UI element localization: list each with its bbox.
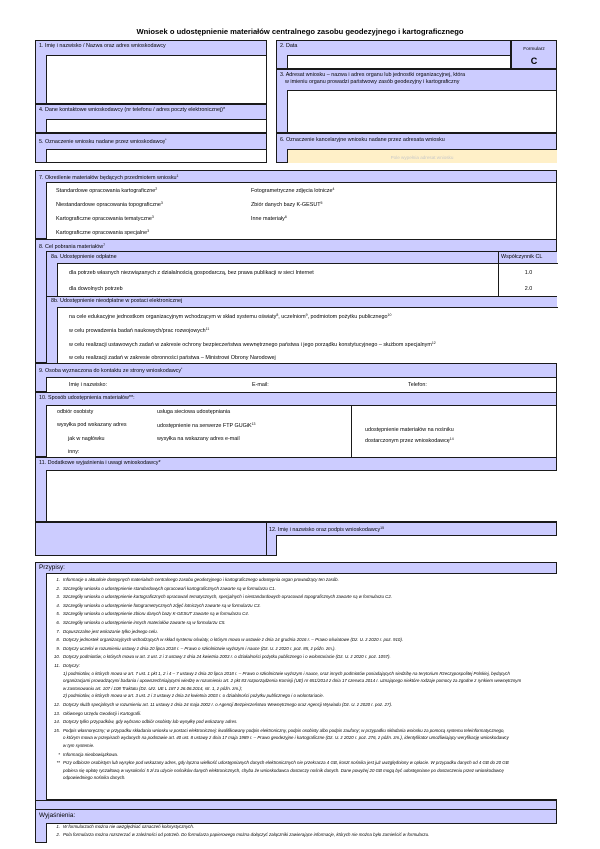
footnote-number: 2. bbox=[56, 585, 60, 591]
section-10-label: 10. Sposób udostępnienia materiałów**: bbox=[39, 395, 135, 401]
delivery-option[interactable]: wysyłka pod wskazany adres bbox=[57, 422, 127, 428]
footnote-text: Informacja nieobowiązkowa. bbox=[63, 751, 119, 757]
footnote-number: 9. bbox=[56, 645, 60, 651]
option-label: Niestandardowe opracowania topograficzne bbox=[56, 202, 161, 208]
contact-email-label[interactable]: E-mail: bbox=[252, 382, 269, 388]
option-label: Inne materiały bbox=[251, 216, 285, 222]
footnote-number: 1. bbox=[56, 577, 60, 582]
footnote-ref: 1 bbox=[176, 174, 179, 178]
applicant-name-field[interactable] bbox=[46, 55, 267, 104]
option-label: , uczelniom bbox=[278, 314, 306, 320]
delivery-option[interactable] bbox=[157, 436, 240, 442]
delivery-option[interactable]: odbiór osobisty bbox=[57, 409, 94, 415]
footnote-item bbox=[50, 719, 238, 725]
footnote-text: w zastosowaniu art. 107 i 108 Traktatu (Dz. Urz. UE L 187 z 26.06.2014, str. 1, z późn. zm.); bbox=[63, 685, 243, 691]
delivery-options bbox=[46, 405, 557, 457]
applicant-reference-field[interactable] bbox=[46, 149, 267, 163]
footnote-text: Dotyczy służb specjalnych w rozumieniu art. 11 ustawy z dnia 24 maja 2002 r. o Agencji Bezpieczeństwa Wewnętrznego oraz Agencji Wywiadu (Dz. U. z 2020 r. poz. 27). bbox=[63, 702, 393, 707]
footnote-ref: 12 bbox=[431, 341, 436, 345]
free-option[interactable] bbox=[69, 341, 436, 348]
footnote-item bbox=[50, 663, 80, 669]
section-3-label-line1: 3. Adresat wniosku – nazwa i adres organu lub jednostki organizacyjnej, która bbox=[280, 72, 466, 78]
materials-list bbox=[46, 182, 557, 239]
footnote-text: Głównego Urzędu Geodezji i Kartografii. bbox=[63, 710, 142, 716]
option-label: Kartograficzne opracowania specjalne bbox=[56, 230, 148, 236]
material-option[interactable] bbox=[56, 201, 163, 208]
free-options bbox=[57, 307, 558, 364]
footnote-ref: 7 bbox=[103, 243, 106, 247]
footnote-ref: 10 bbox=[387, 313, 392, 317]
paid-options bbox=[57, 263, 499, 298]
coefficient-value: 1.0 bbox=[524, 270, 533, 276]
footnote-number: 14. bbox=[53, 719, 60, 725]
divider bbox=[36, 800, 557, 801]
option-label: usługa sieciowa udostępniania bbox=[157, 409, 231, 415]
footnote-text: w tym systemie. bbox=[63, 743, 95, 748]
footnote-ref: 11 bbox=[205, 327, 210, 331]
footnote-number: ** bbox=[56, 760, 60, 766]
section-10 bbox=[35, 392, 557, 457]
option-label: dostarczonym przez wnioskodawcę bbox=[365, 438, 450, 444]
footnote-number: 13. bbox=[53, 710, 60, 716]
section-2 bbox=[276, 40, 511, 69]
footnotes-title: Przypisy: bbox=[39, 564, 65, 571]
footnote-item bbox=[50, 629, 158, 635]
footnote-text: Dotyczy tylko przypadków, gdy wybrano odbiór osobisty lub wysyłkę pod wskazany adres. bbox=[63, 719, 238, 725]
footnote-ref: 9 bbox=[305, 313, 308, 317]
footnote-number: 15. bbox=[53, 727, 60, 733]
footnote-item bbox=[50, 603, 261, 609]
footnote-text: organizacjami prowadzącymi badania i upowszechniającymi wiedzę w rozumieniu art. 2 pkt 83 rozporządzenia Komisji (UE) nr 651/2014 z dnia 17 czerwca 2014 r. uznającego niektóre rodzaje pomocy za zgodne z rynkiem wewnętrznym bbox=[63, 678, 522, 684]
material-option[interactable] bbox=[56, 215, 154, 222]
free-option[interactable] bbox=[69, 313, 391, 320]
footnote-number: 10. bbox=[53, 654, 60, 660]
footnote-ref: 14 bbox=[449, 437, 454, 441]
footnote-ref: 3 bbox=[160, 201, 163, 205]
section-8a bbox=[46, 251, 557, 297]
section-11-label: 11. Dodatkowe wyjaśnienia i uwagi wnioskodawcy* bbox=[39, 460, 161, 466]
section-9-label-text: 9. Osoba wyznaczona do kontaktu ze strony wnioskodawcy bbox=[39, 368, 182, 374]
footnote-item bbox=[50, 586, 276, 592]
explanations-title: Wyjaśnienia: bbox=[39, 812, 76, 819]
option-label: Fotogrametryczne zdjęcia lotnicze bbox=[251, 188, 333, 194]
footnote-text: Informacje o aktualnie dostępnych materiałach centralnego zasobu geodezyjnego i kartograficznego udostępnia organ prowadzący ten zasób. bbox=[63, 577, 339, 582]
section-9-label bbox=[39, 366, 182, 375]
delivery-option-media[interactable] bbox=[365, 426, 454, 446]
free-option[interactable] bbox=[69, 327, 209, 334]
footnote-item bbox=[50, 637, 403, 643]
footnote-text: Przy odbiorze osobistym lub wysyłce pod wskazany adres, gdy łączna wielkość udostępnianych danych elektronicznych nie przekracza 4 GB, koszt nośnika jest już uwzględniony w opłacie. W przypadku danych od 4 GB do 20 GB bbox=[63, 760, 509, 766]
footnote-number: 3. bbox=[56, 594, 60, 600]
option-label: wysyłka na wskazany adres e-mail bbox=[157, 436, 240, 442]
section-1-label: 1. Imię i nazwisko / Nazwa oraz adres wnioskodawcy bbox=[39, 43, 166, 49]
material-option[interactable] bbox=[251, 201, 322, 208]
footnote-ref: 8 bbox=[276, 313, 279, 317]
form-code-box bbox=[511, 40, 557, 69]
footnote-ref: * bbox=[181, 367, 183, 371]
footnote-number: 12. bbox=[53, 702, 60, 707]
footnote-item bbox=[50, 577, 339, 583]
footnote-item bbox=[63, 735, 509, 741]
footnote-text: Szczegóły wniosku o udostępnienie innych materiałów zawarte są w formularzu C5. bbox=[63, 620, 226, 625]
delivery-suboption[interactable]: inny: bbox=[68, 449, 80, 455]
footnote-text: pobiera się opłatę ryczałtową w wysokości 5 zł za użycie nośników danych elektronicznych, chyba że wnioskodawca dostarczy nośnik danych. Dane powyżej 20 GB mogą być udostępniane po dostarczeniu przez wnioskodawcę bbox=[63, 767, 504, 773]
delivery-option[interactable] bbox=[157, 422, 256, 429]
section-8-label bbox=[39, 242, 105, 251]
section-11 bbox=[35, 457, 557, 522]
coefficient-value: 2.0 bbox=[524, 286, 533, 292]
footnote-text: Szczegóły wniosku o udostępnienie zbioru danych bazy K-GESUT zawarte są w formularzu C4. bbox=[63, 611, 249, 617]
section-6-label: 6. Oznaczenie kancelaryjne wniosku nadane przez adresata wniosku bbox=[280, 137, 445, 143]
footnote-item bbox=[50, 728, 505, 734]
section-7-label bbox=[39, 173, 178, 182]
footnote-number: 5. bbox=[56, 611, 60, 617]
footnote-text: Szczegóły wniosku o udostępnienie kartograficznych opracowań tematycznych, specjalnych i niestandardowych opracowań topograficznych zawarte są w formularzu C2. bbox=[63, 594, 392, 600]
footnote-item bbox=[50, 611, 249, 617]
footnote-item bbox=[63, 768, 504, 774]
footnote-number: 4. bbox=[56, 602, 60, 608]
footnote-number: 8. bbox=[56, 637, 60, 643]
footnote-text: odpowiedniego nośnika danych. bbox=[63, 775, 126, 781]
section-2-label: 2. Data bbox=[280, 43, 298, 49]
section-5-label-text: 5. Oznaczenie wniosku nadane przez wnioskodawcę bbox=[39, 139, 166, 145]
option-label: udostępnienie materiałów na nośniku bbox=[365, 427, 454, 433]
footnote-text: o którym mowa w przepisach wydanych na podstawie art. 40 ust. 8 ustawy z dnia 17 maja 1989 r. – Prawo geodezyjne i kartograficzne (Dz. U. z 2020 r. poz. 276, z późn. zm.), identyfikator umożliwiający weryfikację wnioskodawcy bbox=[63, 735, 509, 741]
option-label: udostępnienie na serwerze FTP GUGiK bbox=[157, 423, 252, 429]
footnote-text: Dotyczy podmiotów, o których mowa w art. 3 ust. 2 i 3 ustawy z dnia 24 kwietnia 2003 r. o działalności pożytku publicznego i o wolontariacie (Dz. U. z 2020 r. poz. 1057). bbox=[63, 654, 391, 660]
paid-option[interactable]: dla dowolnych potrzeb bbox=[69, 286, 123, 292]
footnote-number: * bbox=[58, 751, 60, 757]
footnote-item bbox=[63, 686, 242, 692]
section-9 bbox=[35, 363, 557, 392]
footnote-text: 2) podmiotów, o których mowa w art. 3 ust. 2 i 3 ustawy z dnia 24 kwietnia 2003 r. o działalności pożytku publicznego i o wolontariacie. bbox=[63, 693, 324, 699]
footnote-ref: * bbox=[165, 138, 167, 142]
footnote-item bbox=[50, 594, 392, 600]
option-label: w celu realizacji ustawowych zadań w zakresie ochrony bezpieczeństwa wewnętrznego państwa i jego porządku konstytucyjnego – służbom specjalnym bbox=[69, 342, 432, 348]
option-label: w celu realizacji zadań w zakresie obronności państwa – Ministrowi Obrony Narodowej bbox=[69, 355, 276, 361]
footnote-item bbox=[50, 752, 118, 758]
form-code-label: Formularz bbox=[523, 47, 545, 52]
section-1 bbox=[35, 40, 267, 104]
section-8b bbox=[46, 296, 557, 363]
section-4 bbox=[35, 104, 267, 133]
date-field[interactable] bbox=[287, 55, 511, 69]
item-text: W formularzach można nie uwzględniać oznaczeń kolorystycznych. bbox=[63, 824, 195, 829]
section-6 bbox=[276, 133, 557, 163]
section-3 bbox=[276, 69, 557, 133]
footnote-text: Dotyczy uczelni w rozumieniu ustawy z dnia 20 lipca 2018 r. – Prawo o szkolnictwie wyższym i nauce (Dz. U. z 2020 r. poz. 85, z późn. zm.). bbox=[63, 645, 336, 651]
divider bbox=[266, 523, 267, 556]
contact-name-label[interactable]: Imię i nazwisko: bbox=[69, 382, 108, 388]
office-reference-field[interactable] bbox=[287, 149, 557, 163]
material-option[interactable] bbox=[56, 187, 157, 194]
material-option[interactable] bbox=[56, 229, 149, 236]
footnote-text: Dopuszczalne jest wskazanie tylko jednego celu. bbox=[63, 628, 158, 634]
option-label: Standardowe opracowania kartograficzne bbox=[56, 188, 156, 194]
footnote-item bbox=[50, 646, 336, 652]
footnote-ref: 5 bbox=[320, 201, 323, 205]
contact-phone-label[interactable]: Telefon: bbox=[408, 382, 427, 388]
divider bbox=[351, 406, 352, 458]
form-title: Wniosek o udostępnienie materiałów centralnego zasobu geodezyjnego i kartograficznego bbox=[136, 27, 464, 36]
footnote-item bbox=[63, 693, 324, 699]
item-number: 2. bbox=[56, 832, 60, 837]
option-label: Kartograficzne opracowania tematyczne bbox=[56, 216, 152, 222]
material-option[interactable] bbox=[251, 187, 334, 194]
footnote-item bbox=[63, 775, 126, 781]
option-label: Zbiór danych bazy K-GESUT bbox=[251, 202, 321, 208]
contact-person-fields bbox=[46, 377, 557, 392]
section-8-label-text: 8. Cel pobrania materiałów bbox=[39, 244, 104, 250]
coefficient-column bbox=[499, 263, 558, 298]
section-8b-label: 8b. Udostępnienie nieodpłatne w postaci elektronicznej bbox=[51, 298, 183, 304]
section-12-label bbox=[269, 525, 384, 534]
option-label: w celu prowadzenia badań naukowych/prac rozwojowych bbox=[69, 328, 206, 334]
item-text: Pola formularza można rozszerzać w zależności od potrzeb. Do formularza papierowego można dołączyć załączniki zawierające informacje, których nie można było zamieścić w formularzu. bbox=[63, 832, 430, 837]
section-3-label-line2: w imieniu organu prowadzi państwowy zasób geodezyjny i kartograficzny bbox=[285, 79, 460, 85]
footnote-ref: 3 bbox=[147, 229, 150, 233]
form-code-value: C bbox=[530, 56, 538, 66]
section-12-label-text: 12. Imię i nazwisko oraz podpis wnioskodawcy bbox=[269, 527, 381, 533]
option-label: na cele edukacyjne jednostkom organizacyjnym wchodzącym w skład systemu oświaty bbox=[69, 314, 277, 320]
item-number: 1. bbox=[56, 824, 60, 829]
footnote-ref: 2 bbox=[155, 187, 158, 191]
footnote-item bbox=[50, 702, 392, 708]
option-label: , podmiotom pożytku publicznego bbox=[307, 314, 388, 320]
delivery-option[interactable] bbox=[157, 409, 230, 415]
footnote-ref: 13 bbox=[251, 422, 256, 426]
footnote-item bbox=[63, 743, 94, 749]
footnote-ref: 4 bbox=[332, 187, 335, 191]
section-5-label bbox=[39, 137, 167, 146]
section-8 bbox=[35, 239, 557, 363]
section-4-label: 4. Dane kontaktowe wnioskodawcy (nr telefonu / adres poczty elektronicznej)* bbox=[39, 107, 226, 113]
contact-data-field[interactable] bbox=[46, 119, 267, 133]
footnote-item bbox=[63, 678, 521, 684]
footnote-ref: 6 bbox=[284, 215, 287, 219]
delivery-suboption[interactable]: jak w nagłówku bbox=[68, 436, 105, 442]
footnote-text: Dotyczy jednostek organizacyjnych wchodzących w skład systemu oświaty, o którym mowa w ustawie z dnia 14 grudnia 2016 r. – Prawo oświatowe (Dz. U. z 2020 r. poz. 910). bbox=[63, 637, 404, 643]
footnote-number: 7. bbox=[56, 628, 60, 634]
section-12-area bbox=[35, 522, 557, 556]
signature-field[interactable] bbox=[276, 535, 557, 556]
footnote-text: Dotyczy: bbox=[63, 663, 80, 668]
footnote-item bbox=[50, 620, 226, 626]
footnote-item bbox=[50, 760, 509, 766]
free-option[interactable] bbox=[69, 355, 276, 361]
footnote-ref: 15 bbox=[380, 526, 385, 530]
material-option[interactable] bbox=[251, 215, 287, 222]
footnote-ref: 3 bbox=[151, 215, 154, 219]
footnote-text: Podpis własnoręczny; w przypadku składania wniosku w postaci elektronicznej: kwalifikowany podpis elektroniczny, podpis osobisty albo podpis zaufany; w przypadku składania wniosku za pomocą systemu teleinformatycznego, bbox=[63, 727, 505, 733]
footnote-number: 6. bbox=[56, 620, 60, 625]
footnote-item bbox=[63, 671, 510, 677]
footnote-text: Szczegóły wniosku o udostępnienie standardowych opracowań kartograficznych zawarte są w formularzu C1. bbox=[63, 585, 276, 591]
remarks-field[interactable] bbox=[46, 470, 557, 522]
office-reference-placeholder: Pole wypełnia adresat wniosku bbox=[390, 155, 454, 160]
footnote-item bbox=[50, 654, 391, 660]
footnote-number: 11. bbox=[54, 663, 60, 668]
addressee-field[interactable] bbox=[287, 90, 557, 133]
section-7-label-text: 7. Określenie materiałów będących przedmiotem wniosku bbox=[39, 175, 177, 181]
footnote-item bbox=[50, 711, 141, 717]
explanation-item bbox=[50, 832, 429, 838]
section-7 bbox=[35, 170, 557, 239]
section-5 bbox=[35, 133, 267, 163]
coefficient-header: Współczynnik CL bbox=[501, 254, 543, 260]
footnote-text: 1) podmiotów, o których mowa w art. 7 ust. 1 pkt 1, 2 i 4 – 7 ustawy z dnia 20 lipca 2018 r. – Prawo o szkolnictwie wyższym i nauce, oraz innych podmiotów posiadających siedzibę na terytorium Rzeczypospolitej Polskiej, będących bbox=[63, 670, 510, 676]
section-8a-label: 8a. Udostępnienie odpłatne bbox=[51, 254, 117, 260]
paid-option[interactable]: dla potrzeb własnych niezwiązanych z działalnością gospodarczą, bez prawa publikacji w sieci Internet bbox=[69, 270, 314, 276]
explanation-item bbox=[50, 824, 194, 830]
footnote-text: Szczegóły wniosku o udostępnienie fotogrametrycznych zdjęć lotniczych zawarte są w formularzu C3. bbox=[63, 602, 261, 608]
